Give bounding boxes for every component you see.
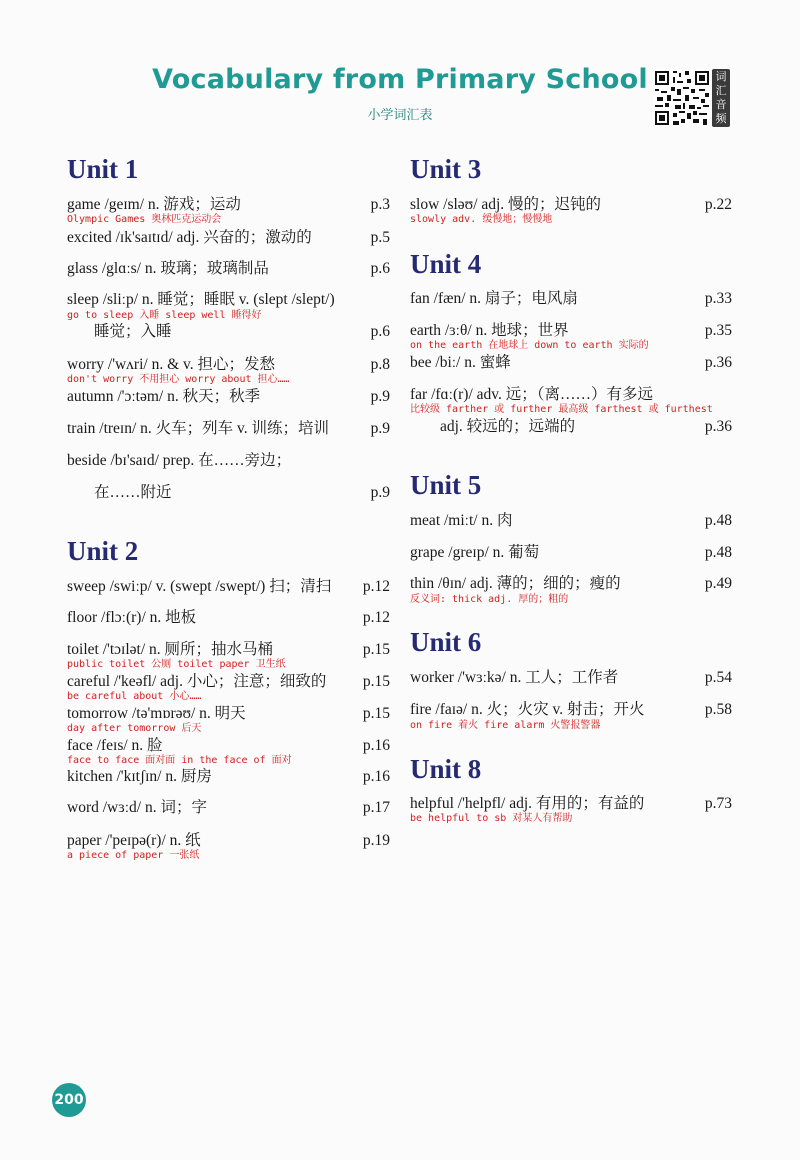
page-ref: p.48 <box>704 544 732 561</box>
page-ref: p.15 <box>362 673 390 690</box>
vocab-entry: grape /greɪp/ n. 葡萄 <box>410 544 540 561</box>
vocab-entry: far /fɑː(r)/ adv. 远；（离……）有多远 <box>410 386 653 403</box>
vocab-entry: earth /ɜːθ/ n. 地球；世界 <box>410 322 569 339</box>
page-ref: p.9 <box>370 484 390 501</box>
unit-heading: Unit 2 <box>67 536 139 566</box>
vocab-entry: bee /biː/ n. 蜜蜂 <box>410 354 511 371</box>
handwritten-note: slowly adv. 缓慢地；慢慢地 <box>410 214 553 225</box>
handwritten-note: don't worry 不用担心 worry about 担心…… <box>67 374 290 385</box>
page-number-badge: 200 <box>52 1083 86 1117</box>
vocab-entry-continued: 在……附近 <box>94 484 172 501</box>
page-ref: p.12 <box>362 578 390 595</box>
page-ref: p.16 <box>362 768 390 785</box>
page-title: Vocabulary from Primary School <box>152 64 648 95</box>
page-ref: p.9 <box>370 420 390 437</box>
vocab-entry: glass /glɑːs/ n. 玻璃；玻璃制品 <box>67 260 269 277</box>
page-ref: p.6 <box>370 323 390 340</box>
page-ref: p.73 <box>704 795 732 812</box>
handwritten-note: on fire 着火 fire alarm 火警报警器 <box>410 720 601 731</box>
vocab-entry: sweep /swiːp/ v. (swept /swept/) 扫；清扫 <box>67 578 332 595</box>
page-ref: p.58 <box>704 701 732 718</box>
vocab-entry: paper /'peɪpə(r)/ n. 纸 <box>67 832 201 849</box>
page-ref: p.8 <box>370 356 390 373</box>
vocab-entry: kitchen /'kɪtʃɪn/ n. 厨房 <box>67 768 212 785</box>
page-ref: p.49 <box>704 575 732 592</box>
qr-code[interactable] <box>653 69 711 127</box>
handwritten-note: be careful about 小心…… <box>67 691 202 702</box>
vocab-entry-continued: adj. 较远的；远端的 <box>440 418 576 435</box>
vocab-entry: excited /ɪk'saɪtɪd/ adj. 兴奋的；激动的 <box>67 229 312 246</box>
page-ref: p.9 <box>370 388 390 405</box>
page-ref: p.15 <box>362 705 390 722</box>
handwritten-note: face to face 面对面 in the face of 面对 <box>67 755 292 766</box>
vocab-entry: game /geɪm/ n. 游戏；运动 <box>67 196 241 213</box>
vocab-entry: worry /'wʌri/ n. & v. 担心；发愁 <box>67 356 276 373</box>
handwritten-note: public toilet 公厕 toilet paper 卫生纸 <box>67 659 286 670</box>
page-ref: p.48 <box>704 512 732 529</box>
vocab-entry: autumn /'ɔːtəm/ n. 秋天；秋季 <box>67 388 261 405</box>
unit-heading: Unit 6 <box>410 627 482 657</box>
vocab-entry: careful /'keəfl/ adj. 小心；注意；细致的 <box>67 673 327 690</box>
unit-heading: Unit 4 <box>410 249 482 279</box>
page-ref: p.19 <box>362 832 390 849</box>
page-ref: p.35 <box>704 322 732 339</box>
vocab-entry: beside /bɪ'saɪd/ prep. 在……旁边； <box>67 452 292 469</box>
page-ref: p.3 <box>370 196 390 213</box>
handwritten-note: on the earth 在地球上 down to earth 实际的 <box>410 340 649 351</box>
vocab-entry: meat /miːt/ n. 肉 <box>410 512 513 529</box>
handwritten-note: go to sleep 入睡 sleep well 睡得好 <box>67 310 262 321</box>
handwritten-note: 比较级 farther 或 further 最高级 farthest 或 furthest <box>410 404 713 415</box>
vocab-entry: toilet /'tɔɪlət/ n. 厕所；抽水马桶 <box>67 641 273 658</box>
page-subtitle: 小学词汇表 <box>367 108 433 123</box>
page-ref: p.36 <box>704 354 732 371</box>
page-ref: p.5 <box>370 229 390 246</box>
audio-label: 词 汇 音 频 <box>712 69 730 127</box>
handwritten-note: Olympic Games 奥林匹克运动会 <box>67 214 222 225</box>
handwritten-note: 反义词: thick adj. 厚的；粗的 <box>410 594 569 605</box>
unit-heading: Unit 3 <box>410 154 482 184</box>
page-ref: p.6 <box>370 260 390 277</box>
handwritten-note: a piece of paper 一张纸 <box>67 850 200 861</box>
vocab-entry: tomorrow /tə'mɒrəʊ/ n. 明天 <box>67 705 246 722</box>
vocab-entry: fan /fæn/ n. 扇子；电风扇 <box>410 290 578 307</box>
vocab-entry: slow /sləʊ/ adj. 慢的；迟钝的 <box>410 196 602 213</box>
page-ref: p.22 <box>704 196 732 213</box>
unit-heading: Unit 1 <box>67 154 139 184</box>
unit-heading: Unit 8 <box>410 754 482 784</box>
page-ref: p.15 <box>362 641 390 658</box>
vocab-entry: worker /'wɜːkə/ n. 工人；工作者 <box>410 669 619 686</box>
vocab-entry: floor /flɔː(r)/ n. 地板 <box>67 609 197 626</box>
page-ref: p.36 <box>704 418 732 435</box>
page-ref: p.33 <box>704 290 732 307</box>
unit-heading: Unit 5 <box>410 470 482 500</box>
page-ref: p.12 <box>362 609 390 626</box>
vocab-entry-continued: 睡觉；入睡 <box>94 323 172 340</box>
vocab-entry: train /treɪn/ n. 火车；列车 v. 训练；培训 <box>67 420 330 437</box>
page-ref: p.16 <box>362 737 390 754</box>
vocab-entry: fire /faɪə/ n. 火；火灾 v. 射击；开火 <box>410 701 645 718</box>
page-ref: p.17 <box>362 799 390 816</box>
handwritten-note: day after tomorrow 后天 <box>67 723 202 734</box>
handwritten-note: be helpful to sb 对某人有帮助 <box>410 813 573 824</box>
vocab-entry: face /feɪs/ n. 脸 <box>67 737 163 754</box>
page-ref: p.54 <box>704 669 732 686</box>
vocab-entry: helpful /'helpfl/ adj. 有用的；有益的 <box>410 795 645 812</box>
vocab-entry: sleep /sliːp/ n. 睡觉；睡眠 v. (slept /slept/) <box>67 291 335 308</box>
vocab-entry: word /wɜːd/ n. 词；字 <box>67 799 207 816</box>
vocab-entry: thin /θɪn/ adj. 薄的；细的；瘦的 <box>410 575 621 592</box>
